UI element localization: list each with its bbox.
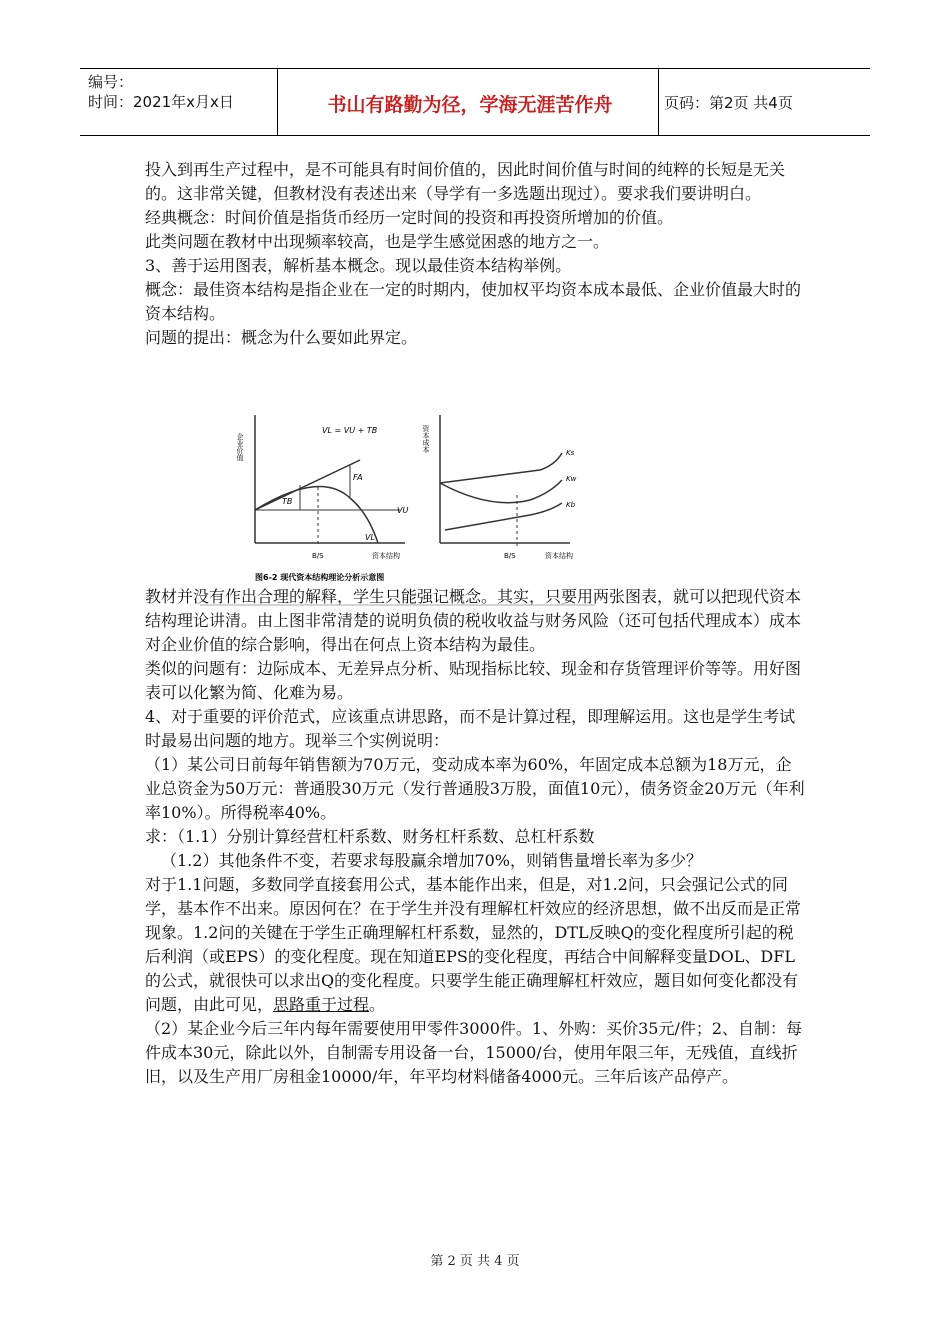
header-motto: 书山有路勤为径，学海无涯苦作舟 xyxy=(327,94,613,116)
paragraph: 3、善于运用图表，解析基本概念。现以最佳资本结构举例。 xyxy=(145,256,572,275)
page-footer: 第 2 页 共 4 页 xyxy=(430,1254,520,1269)
document-body xyxy=(145,158,805,1089)
paragraph: 求：（1.1）分别计算经营杠杆系数、财务杠杆系数、总杠杆系数 xyxy=(145,827,595,846)
paragraph: 4、对于重要的评价范式，应该重点讲思路，而不是计算过程，即理解运用。这也是学生考试时最易出问题的地方。现举三个实例说明： xyxy=(145,707,796,750)
header-bottom-rule xyxy=(80,135,870,136)
header-top-rule xyxy=(80,68,870,69)
paragraph-end: 。 xyxy=(369,995,386,1014)
left-x-label: 资本结构 xyxy=(372,552,400,560)
paragraph: 类似的问题有：边际成本、无差异点分析、贴现指标比较、现金和存货管理评价等等。用好图表可以化繁为简、化难为易。 xyxy=(145,659,802,702)
paragraph: 概念：最佳资本结构是指企业在一定的时期内，使加权平均资本成本最低、企业价值最大时的资本结构。 xyxy=(145,280,802,323)
header-page-label: 页码：第2页 共4页 xyxy=(664,94,793,112)
figure-caption: 图6-2 现代资本结构理论分析示意图 xyxy=(255,573,385,582)
vl-actual-curve xyxy=(255,486,378,543)
kw-curve xyxy=(440,480,562,503)
paragraph: 投入到再生产过程中，是不可能具有时间价值的，因此时间价值与时间的纯粹的长短是无关的。这非常关键，但教材没有表述出来（导学有一多选题出现过）。要求我们要讲明白。 xyxy=(145,160,786,203)
paragraph: 此类问题在教材中出现频率较高，也是学生感觉困惑的地方之一。 xyxy=(145,232,610,251)
paragraph: （2）某企业今后三年内每年需要使用甲零件3000件。1、外购：买价35元/件；2、自制：每件成本30元，除此以外，自制需专用设备一台，15000/台，使用年限三年，无残值，直线折旧，以及生产用厂房租金10000/年，年平均材料储备4000元。三年后该产品停产。 xyxy=(145,1019,803,1086)
code-label: 编号： xyxy=(88,73,134,91)
figure-svg xyxy=(200,395,600,607)
kw-label: Kw xyxy=(566,475,577,483)
tb-label: TB xyxy=(282,497,293,506)
capital-structure-figure xyxy=(200,395,600,607)
vl-line xyxy=(255,460,360,510)
ks-curve xyxy=(440,453,562,483)
right-x-label: 资本结构 xyxy=(545,552,573,560)
paragraph: （1）某公司日前每年销售额为70万元，变动成本率为60%，年固定成本总额为18万元，企业总资金为50万元：普通股30万元（发行普通股3万股，面值10元），债务资金20万元（年利率10%）。所得税率40%。 xyxy=(145,755,805,822)
time-label: 时间：2021年x月x日 xyxy=(88,93,234,111)
vu-label: VU xyxy=(397,506,409,515)
paragraph-text: 对于1.1问题，多数同学直接套用公式，基本能作出来，但是，对1.2问，只会强记公式的同学，基本作不出来。原因何在？在于学生并没有理解杠杆效应的经济思想，做不出反而是正常现象。1.2问的关键在于学生正确理解杠杆系数，显然的，DTL反映Q的变化程度所引起的税后利润（或EPS）的变化程度。现在知道EPS的变化程度，再结合中间解释变量DOL、DFL的公式，就很快可以求出Q的变化程度。只要学生能正确理解杠杆效应，题目如何变化都没有问题，由此可见， xyxy=(145,875,802,1014)
page-header xyxy=(80,68,870,136)
header-divider xyxy=(277,68,278,136)
underlined-phrase: 思路重于过程 xyxy=(273,995,370,1014)
right-y-label: 资本成本 xyxy=(422,425,430,453)
ks-label: Ks xyxy=(566,449,575,457)
paragraph: 问题的提出：概念为什么要如此界定。 xyxy=(145,328,418,347)
paragraph: 经典概念：时间价值是指货币经历一定时间的投资和再投资所增加的价值。 xyxy=(145,208,674,227)
left-y-label: 企业价值 xyxy=(236,433,244,461)
header-meta xyxy=(88,72,234,112)
paragraph: （1.2）其他条件不变，若要求每股赢余增加70%，则销售量增长率为多少？ xyxy=(161,851,703,870)
left-tick-label: B/S xyxy=(312,552,324,560)
kb-curve xyxy=(445,503,562,530)
eq-label: VL = VU + TB xyxy=(322,426,378,435)
vl-label: VL xyxy=(365,533,375,542)
right-tick-label: B/S xyxy=(504,552,516,560)
paragraph xyxy=(145,873,805,1017)
kb-label: Kb xyxy=(566,501,576,509)
fa-label: FA xyxy=(353,473,363,482)
paragraph: 教材并没有作出合理的解释，学生只能强记概念。其实，只要用两张图表，就可以把现代资本结构理论讲清。由上图非常清楚的说明负债的税收收益与财务风险（还可包括代理成本）成本对企业价值的综合影响，得出在何点上资本结构为最佳。 xyxy=(145,587,802,654)
